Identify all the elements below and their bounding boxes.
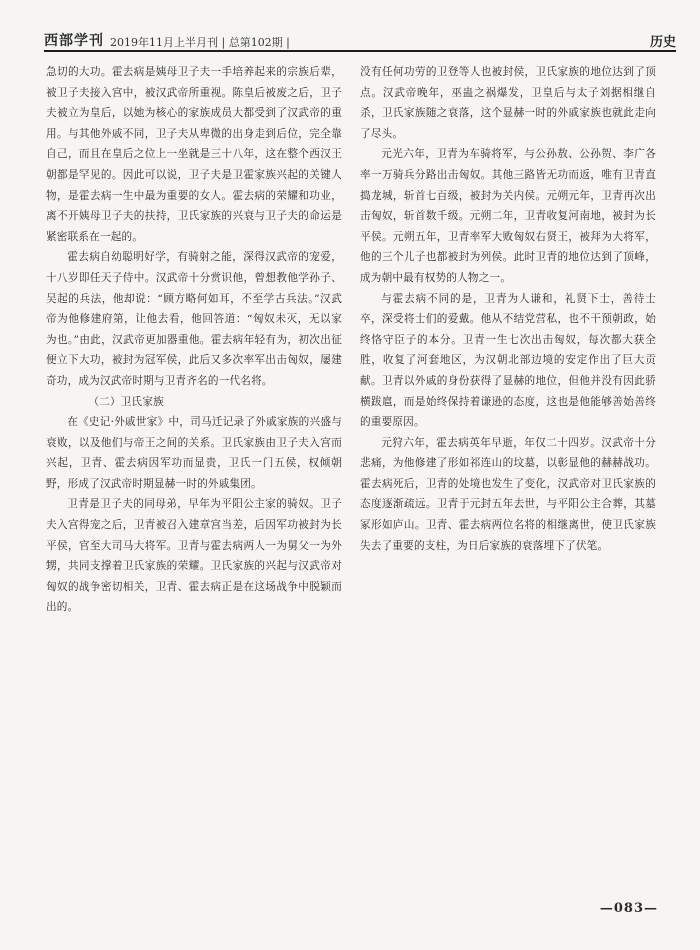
paragraph: 元狩六年，霍去病英年早逝，年仅二十四岁。汉武帝十分悲痛，为他修建了形如祁连山的坟墓，以彰显他的赫赫战功。霍去病死后，卫青的处境也发生了变化，汉武帝对卫氏家族的态度逐渐疏远。卫青于元封五年去世，与平阳公主合葬，其墓冢形如庐山。卫青、霍去病两位名将的相继离世，使卫氏家族失去了重要的支柱，为日后家族的衰落埋下了伏笔。	[360, 436, 656, 552]
right-column	[360, 62, 656, 556]
section-label: 历史	[649, 35, 676, 50]
page-number: —083—	[599, 901, 658, 916]
paragraph: 与霍去病不同的是，卫青为人谦和，礼贤下士，善待士卒，深受将士们的爱戴。他从不结党营私，也不干预朝政，始终恪守臣子的本分。卫青一生七次出击匈奴，每次都大获全胜，收复了河套地区，为汉朝北部边境的安定作出了巨大贡献。卫青以外戚的身份获得了显赫的地位，但他并没有因此骄横跋扈，而是始终保持着谦逊的态度，这也是他能够善始善终的重要原因。	[360, 292, 656, 429]
paragraph: 元光六年，卫青为车骑将军，与公孙敖、公孙贺、李广各率一万骑兵分路出击匈奴。其他三路皆无功而返，唯有卫青直捣龙城，斩首七百级，被封为关内侯。元朔元年，卫青再次出击匈奴，斩首数千级。元朔二年，卫青收复河南地，被封为长平侯。元朔五年，卫青率军大败匈奴右贤王，被拜为大将军，他的三个儿子也都被封为列侯。此时卫青的地位达到了顶峰，成为朝中最有权势的人物之一。	[360, 148, 656, 284]
subheading: （二）卫氏家族	[88, 395, 164, 408]
paragraph: 急切的大功。霍去病是姨母卫子夫一手培养起来的宗族后辈，被卫子夫接入宫中，被汉武帝所重视。陈皇后被废之后，卫子夫被立为皇后，以她为核心的家族成员大都受到了汉武帝的重用。与其他外戚不同，卫子夫从卑微的出身走到后位，完全靠自己，而且在皇后之位上一坐就是三十八年，这在整个西汉王朝都是罕见的。因此可以说，卫子夫是卫霍家族兴起的关键人物，是霍去病一生中最为重要的女人。霍去病的荣耀和功业，离不开姨母卫子夫的扶持，卫氏家族的兴衰与卫子夫的命运是紧密联系在一起的。	[46, 66, 342, 243]
page-header	[44, 28, 676, 52]
paragraph: 在《史记·外戚世家》中，司马迁记录了外戚家族的兴盛与衰败，以及他们与帝王之间的关系。卫氏家族由卫子夫入宫而兴起，卫青、霍去病因军功而显贵，卫氏一门五侯，权倾朝野，形成了汉武帝时期显赫一时的外戚集团。	[46, 416, 342, 490]
issue-info: 2019年11月上半月刊 | 总第102期 |	[110, 36, 290, 49]
left-column	[46, 62, 342, 618]
journal-title: 西部学刊	[44, 33, 104, 49]
paragraph: 没有任何功劳的卫登等人也被封侯，卫氏家族的地位达到了顶点。汉武帝晚年，巫蛊之祸爆发，卫皇后与太子刘据相继自杀，卫氏家族随之衰落，这个显赫一时的外戚家族也就此走向了尽头。	[360, 66, 656, 140]
paragraph: 霍去病自幼聪明好学，有骑射之能，深得汉武帝的宠爱，十八岁即任天子侍中。汉武帝十分赏识他，曾想教他学孙子、吴起的兵法，他却说：“顾方略何如耳，不至学古兵法。”汉武帝为他修建府第，让他去看，他回答道：“匈奴未灭，无以家为也。”由此，汉武帝更加器重他。霍去病年轻有为，初次出征便立下大功，被封为冠军侯，此后又多次率军出击匈奴，屡建奇功，成为汉武帝时期与卫青齐名的一代名将。	[46, 251, 342, 387]
paragraph: 卫青是卫子夫的同母弟，早年为平阳公主家的骑奴。卫子夫入宫得宠之后，卫青被召入建章宫当差，后因军功被封为长平侯，官至大司马大将军。卫青与霍去病两人一为舅父一为外甥，共同支撑着卫氏家族的荣耀。卫氏家族的兴起与汉武帝对匈奴的战争密切相关，卫青、霍去病正是在这场战争中脱颖而出的。	[46, 498, 342, 614]
